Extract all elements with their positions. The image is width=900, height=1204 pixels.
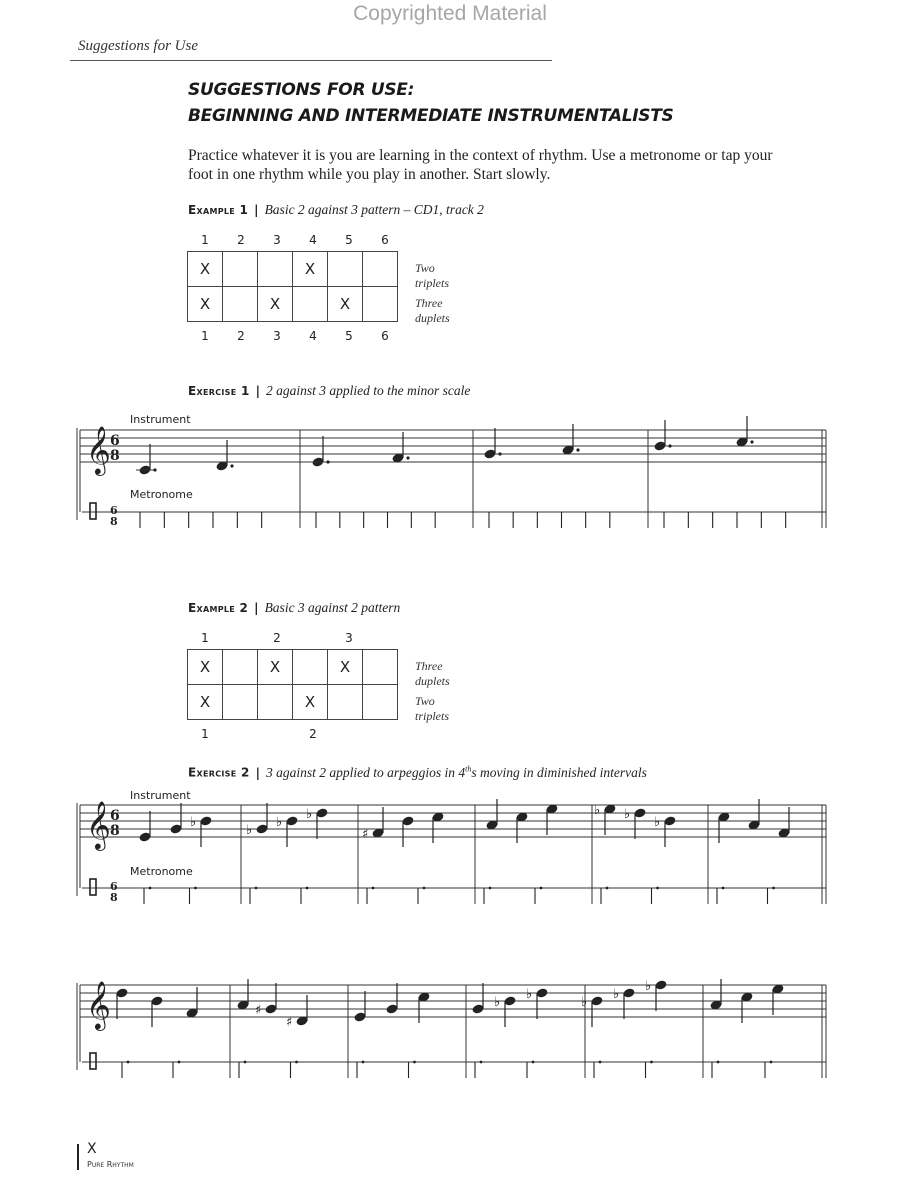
exercise-2-desc-pre: 3 against 2 applied to arpeggios in 4 bbox=[265, 764, 466, 780]
metronome-dot bbox=[244, 1061, 247, 1064]
time-sig-top: 6 bbox=[110, 808, 120, 824]
exercise-2-desc-sup: th bbox=[465, 764, 472, 773]
example2-cell: X bbox=[292, 684, 328, 720]
example1-cell: X bbox=[292, 251, 328, 287]
met-time-sig-top: 6 bbox=[110, 880, 118, 893]
watermark: Copyrighted Material bbox=[353, 2, 547, 25]
example2-row-label: Two triplets bbox=[415, 694, 450, 723]
example1-bottom-number: 4 bbox=[309, 329, 317, 343]
example-1-desc: Basic 2 against 3 pattern – CD1, track 2 bbox=[264, 202, 484, 217]
title-line-1: SUGGESTIONS FOR USE: bbox=[188, 80, 415, 100]
example-1-caption: Example 1 | Basic 2 against 3 pattern – CD1, track 2 bbox=[188, 202, 484, 217]
metronome-dot bbox=[194, 887, 197, 890]
example-2-caption: Example 2 | Basic 3 against 2 pattern bbox=[188, 600, 401, 615]
metronome-dot bbox=[722, 887, 725, 890]
treble-clef-icon: 𝄞 bbox=[86, 425, 111, 474]
time-sig-top: 6 bbox=[110, 433, 120, 449]
example1-bottom-number: 2 bbox=[237, 329, 245, 343]
flat-icon: ♭ bbox=[246, 823, 253, 838]
metronome-dot bbox=[362, 1061, 365, 1064]
example1-cell: X bbox=[187, 286, 223, 322]
flat-icon: ♭ bbox=[494, 995, 501, 1010]
flat-icon: ♭ bbox=[645, 979, 652, 994]
exercise-1-desc: 2 against 3 applied to the minor scale bbox=[265, 383, 471, 398]
example2-top-number: 1 bbox=[201, 631, 209, 645]
percussion-clef-icon bbox=[90, 1053, 96, 1069]
metronome-dot bbox=[372, 887, 375, 890]
example2-cell: X bbox=[187, 649, 223, 685]
example1-cell: X bbox=[257, 286, 293, 322]
example1-top-number: 3 bbox=[273, 233, 281, 247]
percussion-clef-icon bbox=[90, 879, 96, 895]
example1-row-label: Three duplets bbox=[415, 296, 450, 325]
example2-cell: X bbox=[187, 684, 223, 720]
example2-cell bbox=[222, 684, 258, 720]
time-sig-bottom: 8 bbox=[110, 448, 120, 464]
page-folio: X bbox=[87, 1141, 97, 1157]
note-dot bbox=[750, 440, 753, 443]
met-time-sig-bottom: 8 bbox=[110, 515, 118, 528]
example1-cell: X bbox=[327, 286, 363, 322]
metronome-dot bbox=[599, 1061, 602, 1064]
treble-clef-icon: 𝄞 bbox=[86, 980, 111, 1029]
exercise-2-caption: Exercise 2 | 3 against 2 applied to arpeggios in 4ths moving in diminished intervals bbox=[188, 764, 647, 780]
metronome-dot bbox=[656, 887, 659, 890]
flat-icon: ♭ bbox=[613, 987, 620, 1002]
example2-cell bbox=[257, 684, 293, 720]
sharp-icon: ♯ bbox=[362, 827, 369, 842]
metronome-dot bbox=[255, 887, 258, 890]
flat-icon: ♭ bbox=[190, 815, 197, 830]
treble-clef-icon: 𝄞 bbox=[86, 800, 111, 849]
metronome-dot bbox=[413, 1061, 416, 1064]
example2-top-number: 2 bbox=[273, 631, 281, 645]
exercise-2-metronome-label: Metronome bbox=[130, 865, 193, 878]
metronome-dot bbox=[606, 887, 609, 890]
example1-bottom-number: 5 bbox=[345, 329, 353, 343]
flat-icon: ♭ bbox=[276, 815, 283, 830]
exercise-1-instrument-label: Instrument bbox=[130, 413, 191, 426]
example1-row-label: Two triplets bbox=[415, 261, 450, 290]
example1-top-number: 2 bbox=[237, 233, 245, 247]
example1-top-number: 1 bbox=[201, 233, 209, 247]
example1-top-number: 5 bbox=[345, 233, 353, 247]
example2-cell: X bbox=[257, 649, 293, 685]
flat-icon: ♭ bbox=[654, 815, 661, 830]
metronome-dot bbox=[650, 1061, 653, 1064]
flat-icon: ♭ bbox=[581, 995, 588, 1010]
intro-paragraph: Practice whatever it is you are learning in the context of rhythm. Use a metronome or tap your foot in one rhythm while you play in another. Start slowly. bbox=[188, 147, 773, 183]
flat-icon: ♭ bbox=[594, 803, 601, 818]
example2-cell: X bbox=[327, 649, 363, 685]
flat-icon: ♭ bbox=[306, 807, 313, 822]
example2-cell bbox=[292, 649, 328, 685]
metronome-dot bbox=[295, 1061, 298, 1064]
metronome-dot bbox=[127, 1061, 130, 1064]
metronome-dot bbox=[772, 887, 775, 890]
footer-bar bbox=[77, 1144, 79, 1170]
metronome-dot bbox=[423, 887, 426, 890]
exercise-2-label: Exercise 2 bbox=[188, 765, 250, 780]
metronome-dot bbox=[532, 1061, 535, 1064]
title-line-2: BEGINNING AND INTERMEDIATE INSTRUMENTALISTS bbox=[188, 106, 674, 126]
exercise-1-label: Exercise 1 bbox=[188, 384, 250, 398]
example-1-label: Example 1 bbox=[188, 203, 249, 217]
note-dot bbox=[230, 464, 233, 467]
met-time-sig-bottom: 8 bbox=[110, 891, 118, 904]
sharp-icon: ♯ bbox=[255, 1003, 262, 1018]
exercise-1-caption: Exercise 1 | 2 against 3 applied to the minor scale bbox=[188, 383, 471, 398]
time-sig-bottom: 8 bbox=[110, 823, 120, 839]
example1-top-number: 6 bbox=[381, 233, 389, 247]
flat-icon: ♭ bbox=[526, 987, 533, 1002]
book-title: Pure Rhythm bbox=[87, 1160, 134, 1169]
note-dot bbox=[668, 444, 671, 447]
note-dot bbox=[406, 456, 409, 459]
example2-cell bbox=[327, 684, 363, 720]
example2-bottom-number: 2 bbox=[309, 727, 317, 741]
example1-bottom-number: 1 bbox=[201, 329, 209, 343]
exercise-1-metronome-label: Metronome bbox=[130, 488, 193, 501]
example1-bottom-number: 6 bbox=[381, 329, 389, 343]
example2-cell bbox=[362, 649, 398, 685]
example-2-label: Example 2 bbox=[188, 601, 249, 615]
metronome-dot bbox=[149, 887, 152, 890]
metronome-dot bbox=[770, 1061, 773, 1064]
flat-icon: ♭ bbox=[624, 807, 631, 822]
example1-top-number: 4 bbox=[309, 233, 317, 247]
example1-bottom-number: 3 bbox=[273, 329, 281, 343]
metronome-dot bbox=[540, 887, 543, 890]
example2-bottom-number: 1 bbox=[201, 727, 209, 741]
note-dot bbox=[576, 448, 579, 451]
example2-cell bbox=[362, 684, 398, 720]
metronome-dot bbox=[489, 887, 492, 890]
sharp-icon: ♯ bbox=[286, 1015, 293, 1030]
running-header: Suggestions for Use bbox=[78, 38, 198, 54]
metronome-dot bbox=[717, 1061, 720, 1064]
metronome-dot bbox=[178, 1061, 181, 1064]
metronome-dot bbox=[480, 1061, 483, 1064]
met-time-sig-top: 6 bbox=[110, 504, 118, 517]
example2-top-number: 3 bbox=[345, 631, 353, 645]
example1-cell: X bbox=[187, 251, 223, 287]
exercise-2-desc-post: s moving in diminished intervals bbox=[471, 764, 647, 780]
note-dot bbox=[498, 452, 501, 455]
metronome-dot bbox=[306, 887, 309, 890]
example2-row-label: Three duplets bbox=[415, 659, 450, 688]
example2-cell bbox=[222, 649, 258, 685]
percussion-clef-icon bbox=[90, 503, 96, 519]
example-2-desc: Basic 3 against 2 pattern bbox=[264, 600, 401, 615]
exercise-2-instrument-label: Instrument bbox=[130, 789, 191, 802]
